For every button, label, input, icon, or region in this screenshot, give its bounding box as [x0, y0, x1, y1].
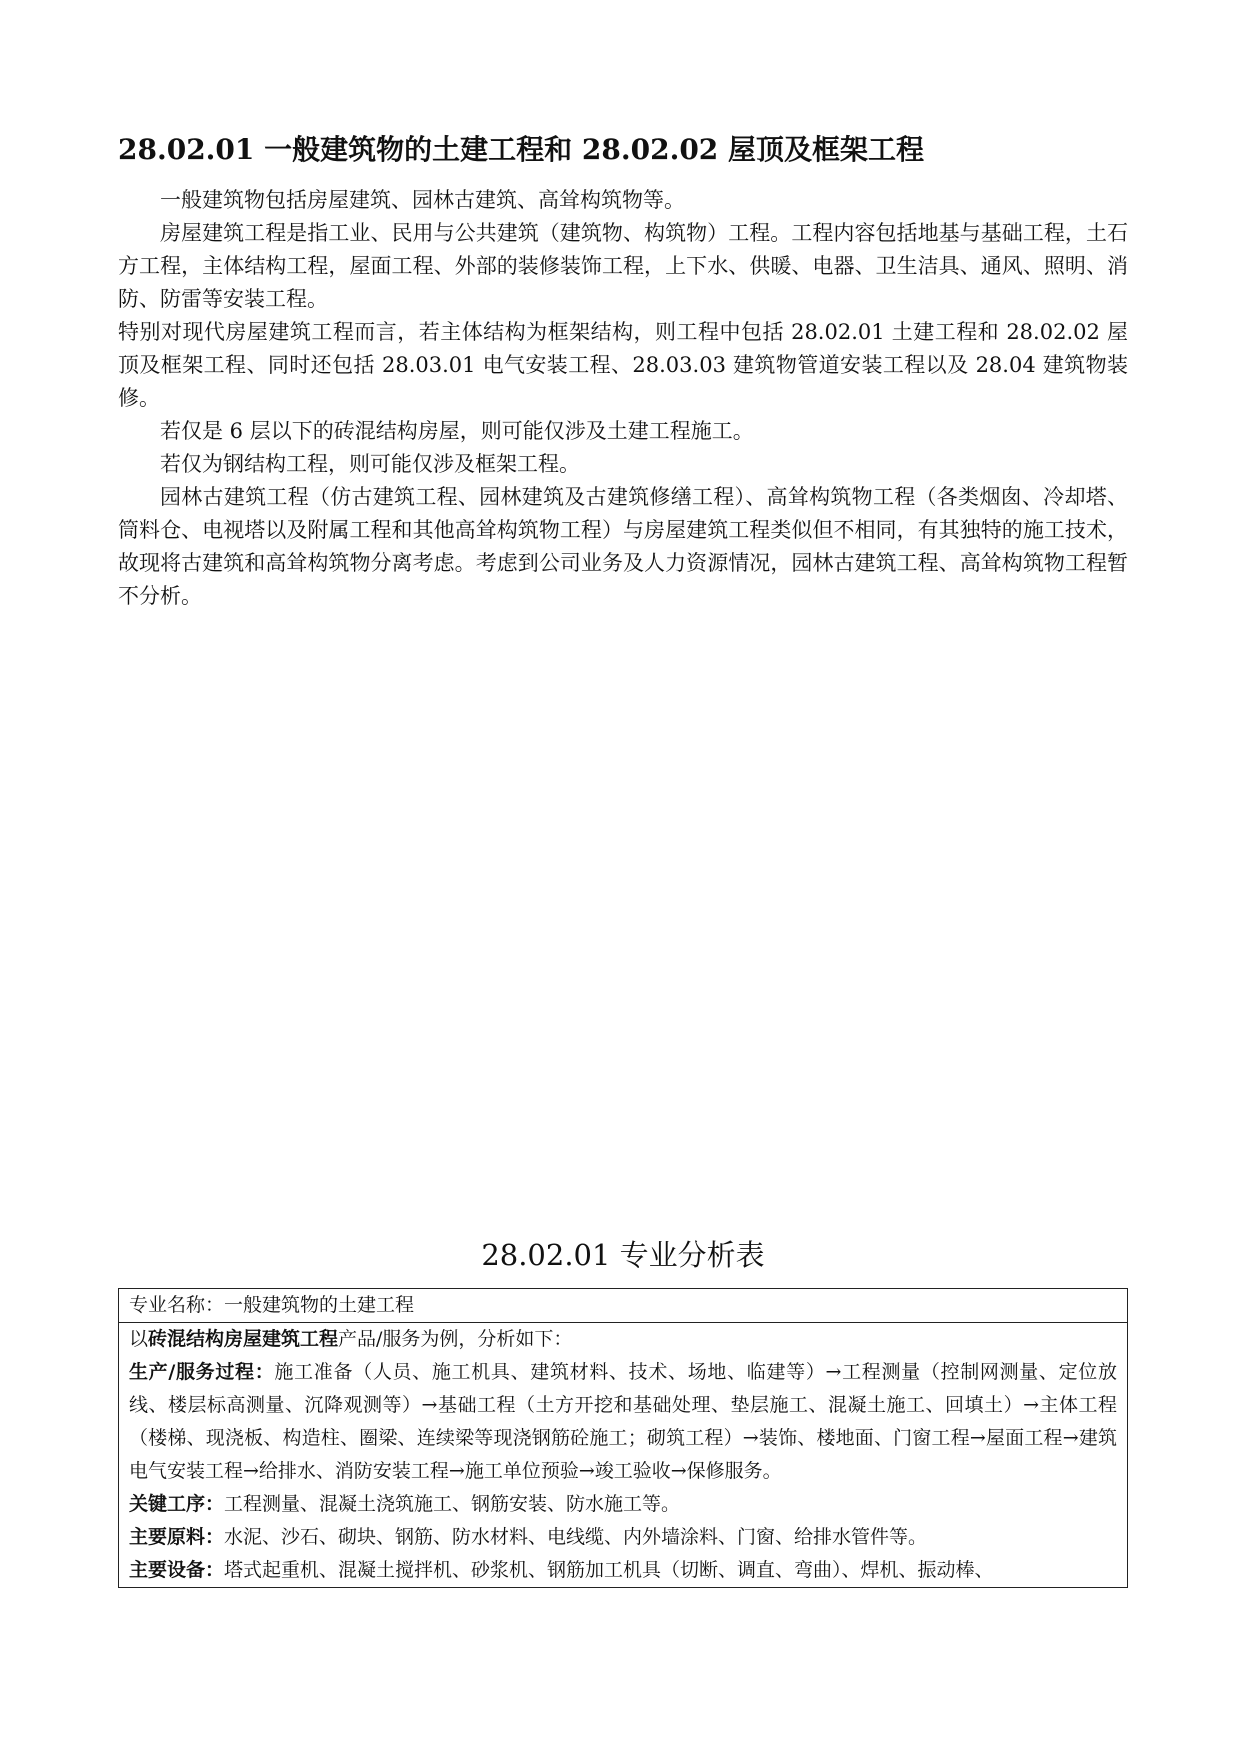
section-heading: 28.02.01 一般建筑物的土建工程和 28.02.02 屋顶及框架工程 [118, 133, 925, 166]
analysis-cell [119, 1323, 1128, 1588]
paragraph-steel-structure: 若仅为钢结构工程，则可能仅涉及框架工程。 [160, 452, 580, 476]
specialty-name-cell [119, 1289, 1128, 1323]
key-process-label: 关键工序： [129, 1493, 225, 1515]
paragraph-brick-concrete: 若仅是 6 层以下的砖混结构房屋，则可能仅涉及土建工程施工。 [160, 419, 754, 443]
example-suffix: 产品/服务为例，分析如下： [338, 1328, 573, 1350]
specialty-name: 专业名称：一般建筑物的土建工程 [129, 1294, 415, 1316]
paragraph-housing-definition: 房屋建筑工程是指工业、民用与公共建筑（建筑物、构筑物）工程。工程内容包括地基与基础工程，土石方工程，主体结构工程，屋面工程、外部的装修装饰工程，上下水、供暖、电器、卫生洁具、通风、照明、消防、防雷等安装工程。 [118, 221, 1128, 311]
process-text: 施工准备（人员、施工机具、建筑材料、技术、场地、临建等）→工程测量（控制网测量、定位放线、楼层标高测量、沉降观测等）→基础工程（土方开挖和基础处理、垫层施工、混凝土施工、回填土）→主体工程（楼梯、现浇板、构造柱、圈梁、连续梁等现浇钢筋砼施工；砌筑工程）→装饰、楼地面、门窗工程→屋面工程→建筑电气安装工程→给排水、消防安装工程→施工单位预验→竣工验收→保修服务。 [129, 1361, 1117, 1482]
paragraph-scope: 一般建筑物包括房屋建筑、园林古建筑、高耸构筑物等。 [160, 188, 685, 212]
equipment-line [129, 1554, 1117, 1587]
paragraph-garden-ancient: 园林古建筑工程（仿古建筑工程、园林建筑及古建筑修缮工程）、高耸构筑物工程（各类烟囱、冷却塔、筒料仓、电视塔以及附属工程和其他高耸构筑物工程）与房屋建筑工程类似但不相同，有其独特的施工技术，故现将古建筑和高耸构筑物分离考虑。考虑到公司业务及人力资源情况，园林古建筑工程、高耸构筑物工程暂不分析。 [118, 485, 1128, 608]
table-row [119, 1323, 1128, 1588]
process-line [129, 1356, 1117, 1488]
key-process-line [129, 1488, 1117, 1521]
example-prefix: 以 [129, 1328, 149, 1350]
body-text [118, 184, 1128, 613]
key-process-text: 工程测量、混凝土浇筑施工、钢筋安装、防水施工等。 [224, 1493, 681, 1515]
materials-line [129, 1521, 1117, 1554]
table-title: 28.02.01 专业分析表 [481, 1238, 765, 1272]
equipment-text: 塔式起重机、混凝土搅拌机、砂浆机、钢筋加工机具（切断、调直、弯曲）、焊机、振动棒、 [224, 1559, 994, 1581]
table-row [119, 1289, 1128, 1323]
materials-text: 水泥、沙石、砌块、钢筋、防水材料、电线缆、内外墙涂料、门窗、给排水管件等。 [224, 1526, 928, 1548]
equipment-label: 主要设备： [129, 1559, 225, 1581]
paragraph-frame-structure: 特别对现代房屋建筑工程而言，若主体结构为框架结构，则工程中包括 28.02.01 土建工程和 28.02.02 屋顶及框架工程、同时还包括 28.03.01 电气安装工程、28.03.03 建筑物管道安装工程以及 28.04 建筑物装修。 [118, 320, 1128, 410]
materials-label: 主要原料： [129, 1526, 225, 1548]
example-bold: 砖混结构房屋建筑工程 [148, 1328, 339, 1350]
process-label: 生产/服务过程： [129, 1361, 275, 1383]
analysis-table [118, 1288, 1128, 1588]
example-line [129, 1323, 1117, 1356]
